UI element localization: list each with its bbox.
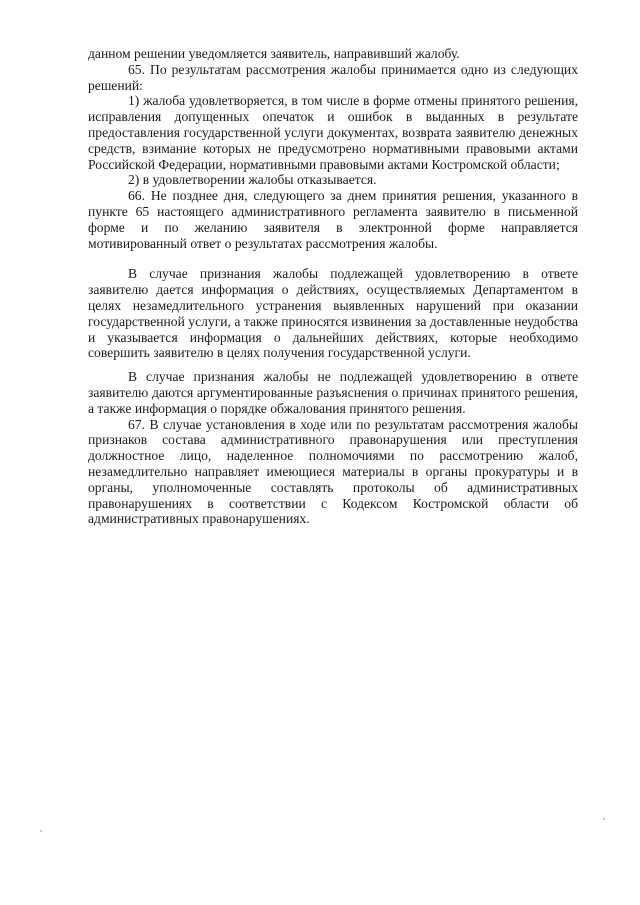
scan-speck — [603, 818, 605, 820]
paragraph-67: 67. В случае установления в ходе или по результатам рассмотрения жалобы признаков состава административного правонарушения или преступления должностное лицо, наделенное полномочиями по рассмотрению жалоб, незамедлительно направляет имеющиеся материалы в органы прокуратуры и в органы, уполномоченные составлять протоколы об административных правонарушениях в соответствии с Кодексом Костромской области об административных правонарушениях. — [88, 416, 578, 527]
paragraph-66-positive-case: В случае признания жалобы подлежащей удовлетворению в ответе заявителю дается информация о действиях, осуществляемых Департаментом в целях незамедлительного устранения выявленных нарушений при оказании государственной услуги, а также приносятся извинения за доставленные неудобства и указывается информация о дальнейших действиях, которые необходимо совершить заявителю в целях получения государственной услуги. — [88, 266, 578, 361]
paragraph-65: 65. По результатам рассмотрения жалобы принимается одно из следующих решений: — [88, 61, 578, 93]
paragraph-66-negative-case: В случае признания жалобы не подлежащей удовлетворению в ответе заявителю даются аргументированные разъяснения о причинах принятого решения, а также информация о порядке обжалования принятого решения. — [88, 369, 578, 416]
document-page — [88, 46, 578, 527]
scan-speck — [40, 830, 42, 832]
paragraph-66: 66. Не позднее дня, следующего за днем принятия решения, указанного в пункте 65 настоящего административного регламента заявителю в письменной форме и по желанию заявителя в электронной форме направляется мотивированный ответ о результатах рассмотрения жалобы. — [88, 188, 578, 251]
paragraph-65-item-2: 2) в удовлетворении жалобы отказывается. — [128, 172, 377, 188]
paragraph-continuation: данном решении уведомляется заявитель, направивший жалобу. — [88, 46, 460, 61]
paragraph-65-item-1: 1) жалоба удовлетворяется, в том числе в форме отмены принятого решения, исправления допущенных опечаток и ошибок в выданных в результате предоставления государственной услуги документах, возврата заявителю денежных средств, взимание которых не предусмотрено нормативными правовыми актами Российской Федерации, нормативными правовыми актами Костромской области; — [88, 93, 578, 172]
